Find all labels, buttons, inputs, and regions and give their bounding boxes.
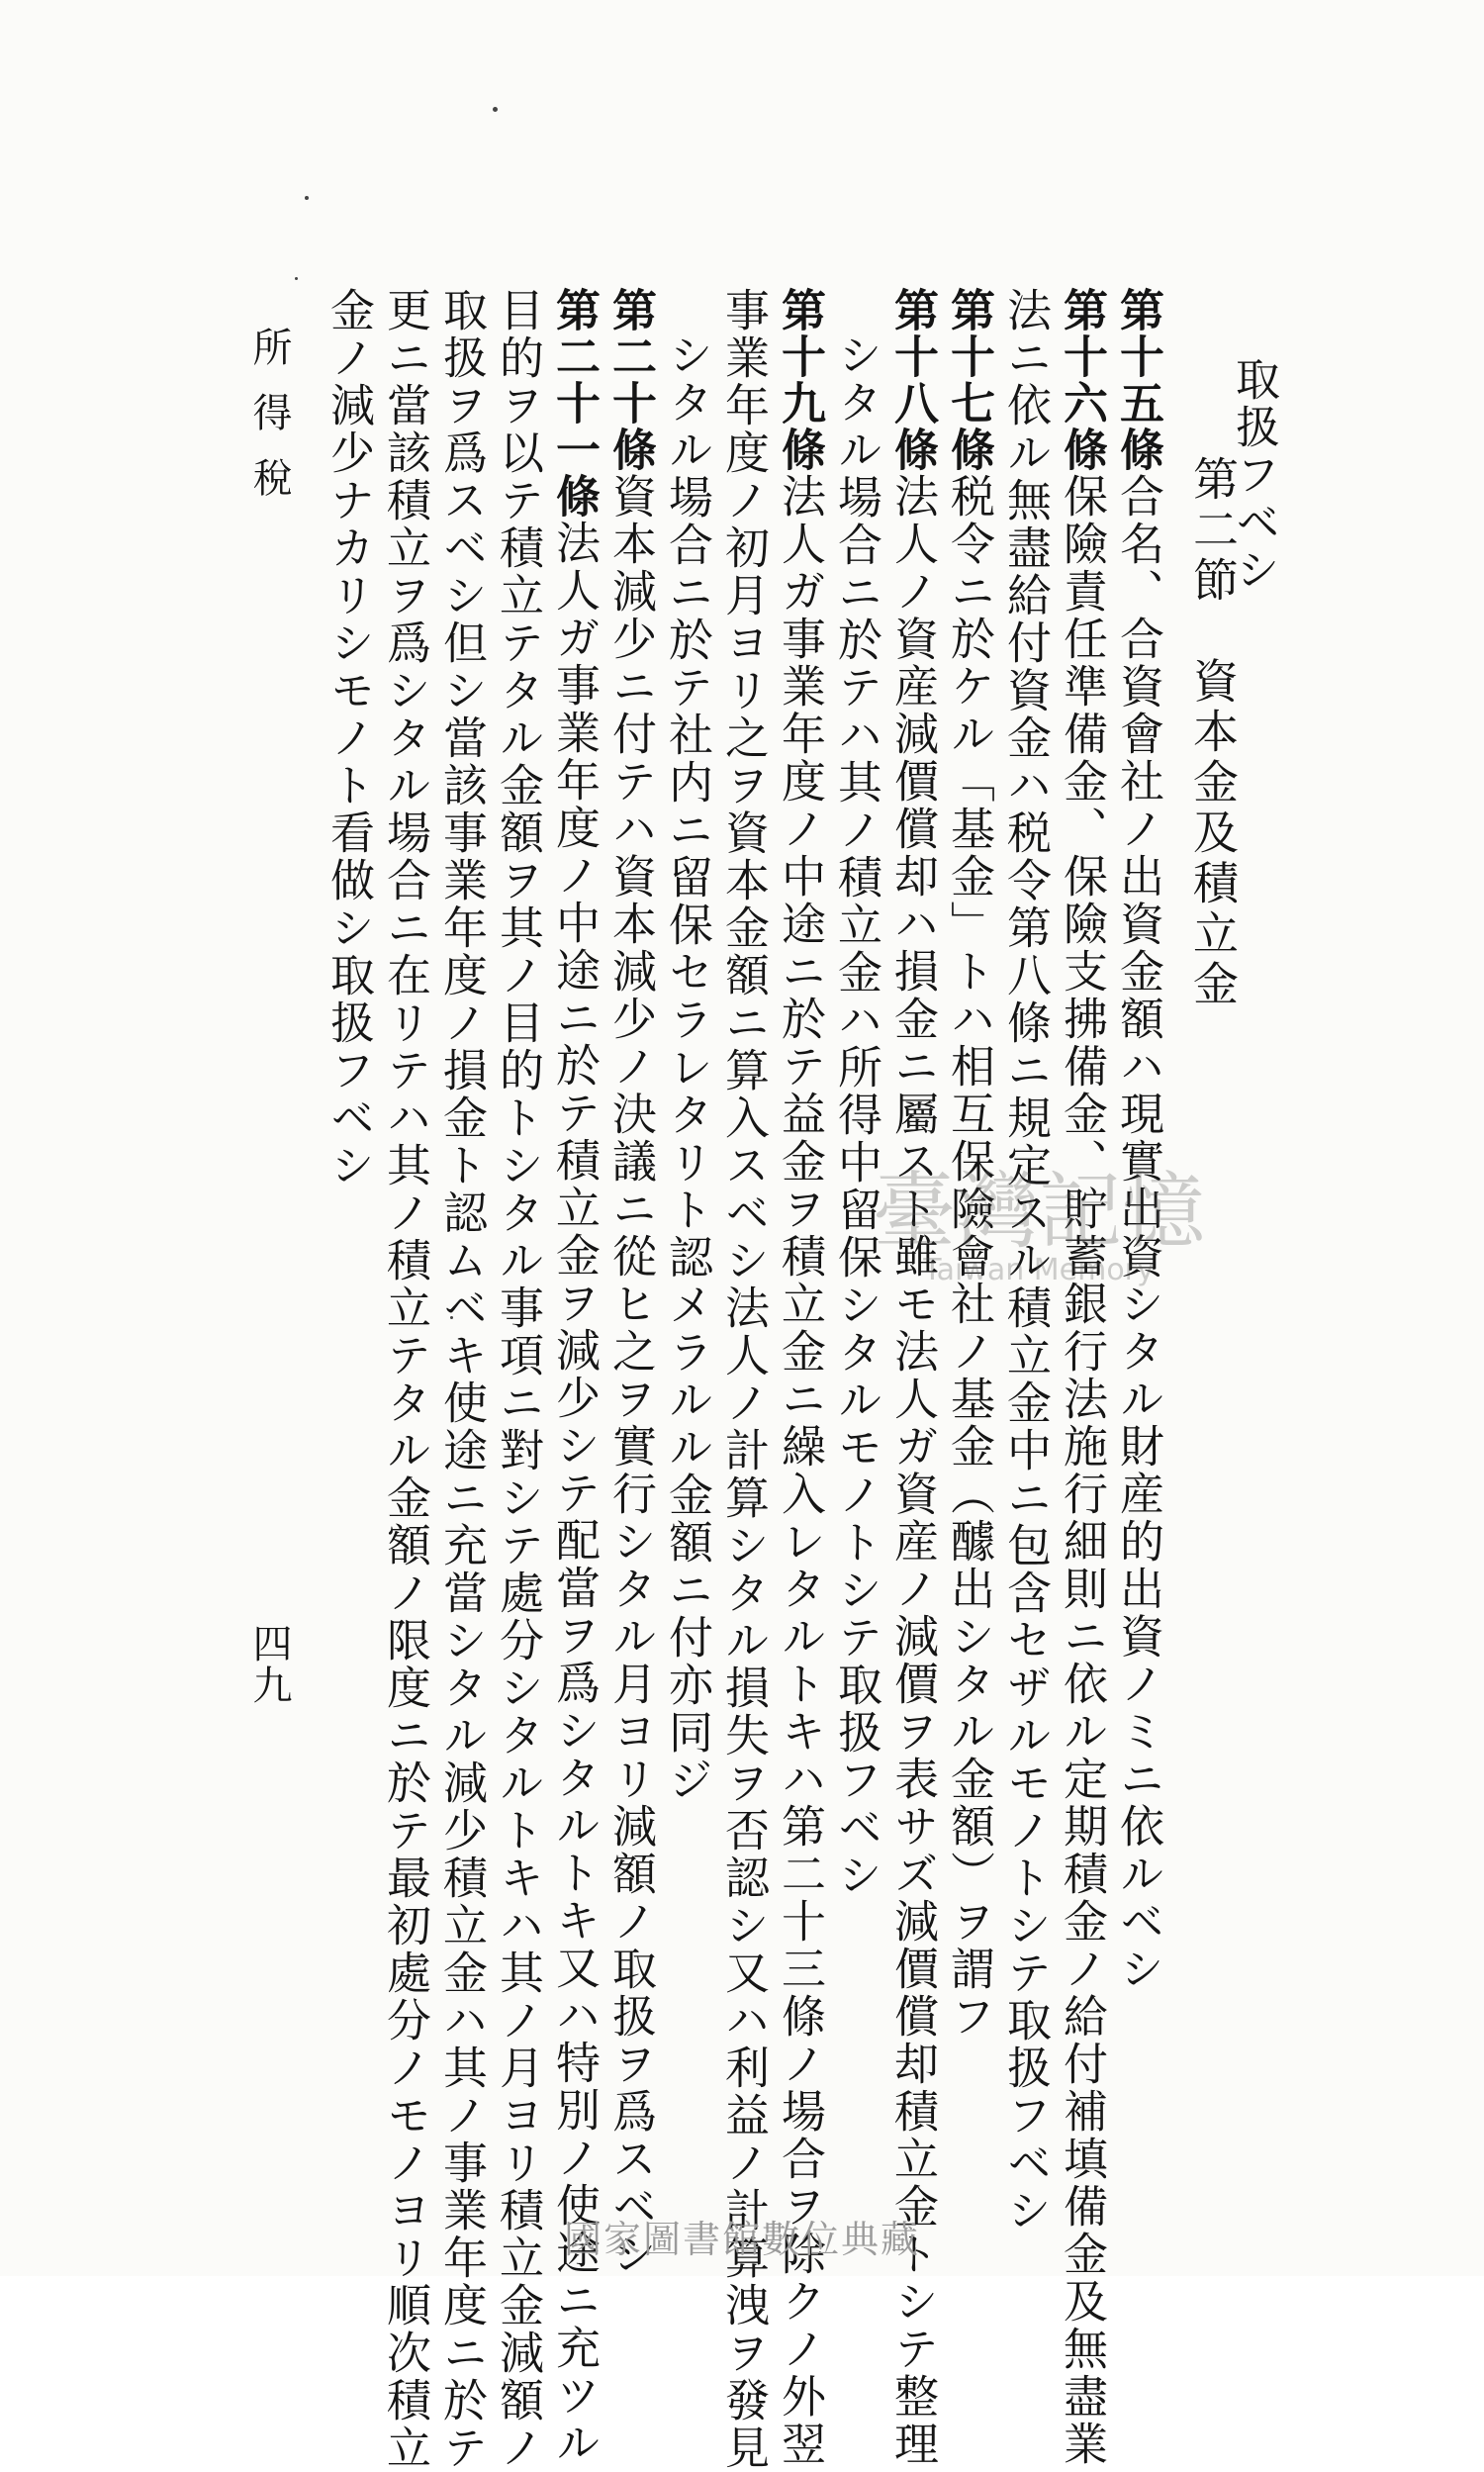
watermark-logo bbox=[841, 1163, 1237, 1291]
text-column bbox=[1112, 287, 1164, 1993]
article-number: 第二十條 bbox=[604, 287, 657, 473]
archive-footer: 國家圖書館數位典藏 bbox=[563, 2218, 920, 2261]
article-number: 第十六條 bbox=[1056, 287, 1108, 473]
scan-speck bbox=[295, 277, 298, 280]
column-text: 法人ガ事業年度ノ中途ニ於テ益金ヲ積立金ニ繰入レタルトキハ第二十三條ノ場合ヲ除クノ外翌 bbox=[774, 473, 826, 2468]
text-column bbox=[604, 287, 657, 2278]
article-number: 第十七條 bbox=[943, 287, 995, 473]
column-text: 法人ガ事業年度ノ中途ニ於テ積立金ヲ減少シテ配當ヲ爲シタルトキ又ハ特別ノ使途ニ充ツル bbox=[548, 520, 601, 2467]
watermark-subtext: Taiwan Memory bbox=[923, 1253, 1155, 1287]
text-column bbox=[1228, 356, 1280, 594]
column-text: 保險責任準備金、保險支拂備金、貯蓄銀行法施行細則ニ依ル定期積金ノ給付補填備金及無盡業 bbox=[1056, 473, 1108, 2468]
text-column bbox=[492, 287, 544, 2472]
text-column bbox=[886, 287, 939, 2468]
column-text: 事業年度ノ初月ヨリ之ヲ資本金額ニ算入スベシ法人ノ計算シタル損失ヲ否認シ又ハ利益ノ計算洩ヲ發見 bbox=[717, 287, 770, 2472]
column-text: 取扱フベシ bbox=[1228, 356, 1280, 594]
section-title: 第二節 資本金及積立金 bbox=[1186, 455, 1240, 1010]
text-column bbox=[774, 287, 826, 2468]
column-text: 資本減少ニ付テハ資本減少ノ決議ニ從ヒ之ヲ實行シタル月ヨリ減額ノ取扱ヲ爲スベシ bbox=[604, 473, 657, 2278]
column-text: 取扱ヲ爲スベシ但シ當該事業年度ノ損金ト認ムベキ使途ニ充當シタル減少積立金ハ其ノ事業年度ニ於テ bbox=[435, 287, 488, 2472]
article-number: 第十八條 bbox=[886, 287, 939, 473]
article-number: 第二十一條 bbox=[548, 287, 601, 520]
text-column bbox=[379, 287, 431, 2472]
column-text: シタル場合ニ於テ社内ニ留保セラレタリト認メラルル金額ニ付亦同ジ bbox=[661, 332, 713, 1804]
column-text: 金ノ減少ナカリシモノト看做シ取扱フベシ bbox=[323, 287, 375, 1189]
text-column bbox=[323, 287, 375, 1189]
text-column bbox=[435, 287, 488, 2472]
text-column bbox=[661, 332, 713, 1804]
text-column bbox=[1056, 287, 1108, 2468]
column-text: 法人ノ資産減價償却ハ損金ニ屬スト雖モ法人ガ資産ノ減價ヲ表サズ減價償却積立金トシテ整理 bbox=[886, 473, 939, 2468]
article-number: 第十五條 bbox=[1112, 287, 1164, 473]
column-text: 合名、合資會社ノ出資金額ハ現實出資シタル財産的出資ノミニ依ルベシ bbox=[1112, 473, 1164, 1993]
text-column bbox=[717, 287, 770, 2472]
scan-speck bbox=[305, 196, 309, 200]
column-text: 法ニ依ル無盡給付資金ハ税令第八條ニ規定スル積立金中ニ包含セザルモノトシテ取扱フベシ bbox=[999, 287, 1052, 2234]
column-text: シタル場合ニ於テハ其ノ積立金ハ所得中留保シタルモノトシテ取扱フベシ bbox=[830, 332, 882, 1899]
column-text: 更ニ當該積立ヲ爲シタル場合ニ在リテハ其ノ積立テタル金額ノ限度ニ於テ最初處分ノモノヨリ順次積立 bbox=[379, 287, 431, 2472]
running-head: 所得稅 bbox=[246, 327, 292, 523]
column-text: 目的ヲ以テ積立テタル金額ヲ其ノ目的トシタル事項ニ對シテ處分シタルトキハ其ノ月ヨリ積立金減額ノ bbox=[492, 287, 544, 2472]
article-number: 第十九條 bbox=[774, 287, 826, 473]
text-column bbox=[830, 332, 882, 1899]
page-number: 四九 bbox=[246, 1623, 292, 1706]
scan-speck bbox=[493, 107, 498, 112]
watermark-text: 臺灣記憶 bbox=[872, 1163, 1206, 1260]
text-column bbox=[548, 287, 601, 2467]
column-text: 税令ニ於ケル「基金」トハ相互保險會社ノ基金（醵出シタル金額）ヲ謂フ bbox=[943, 473, 995, 2041]
